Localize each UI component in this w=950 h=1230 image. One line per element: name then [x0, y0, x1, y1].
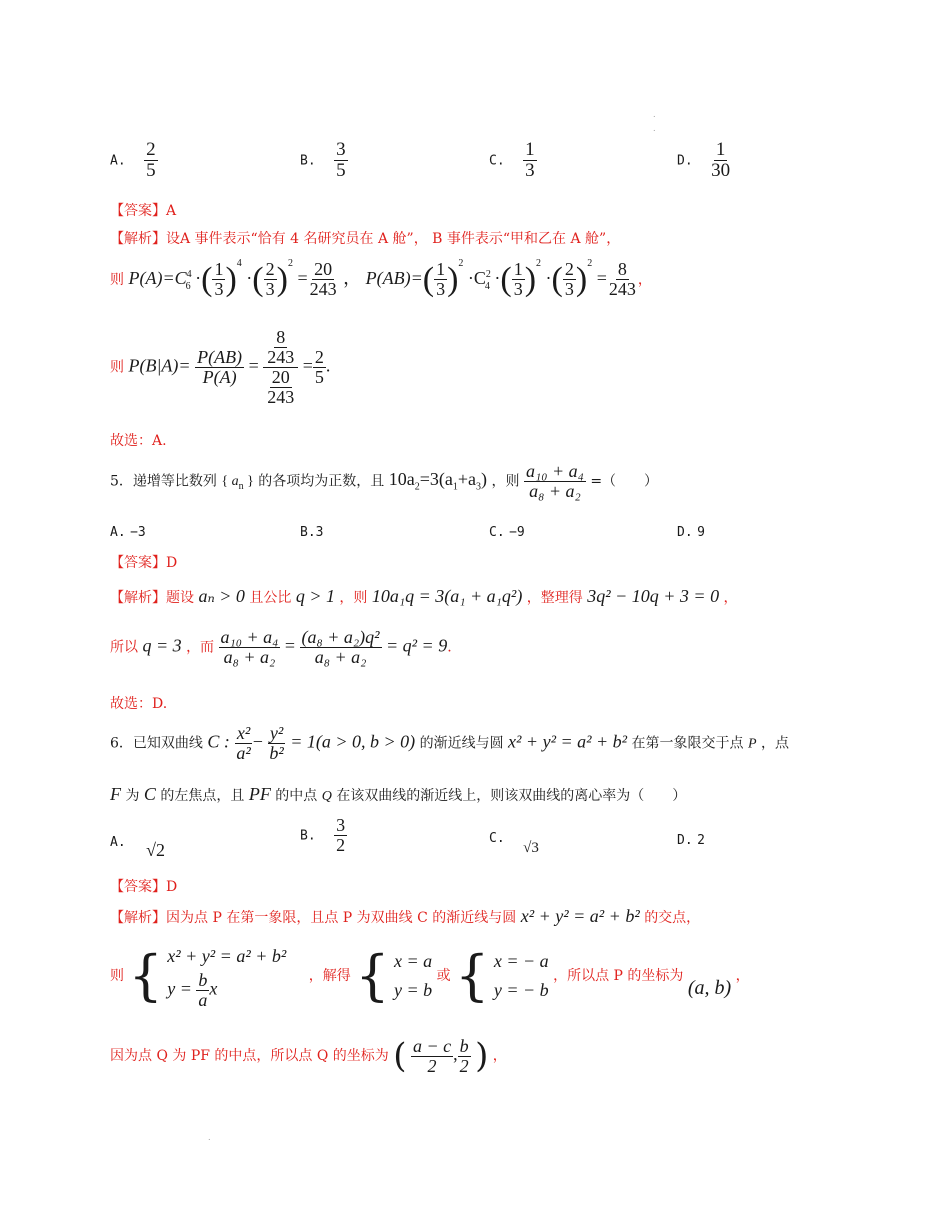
q4-formula-line2: 则 P(B|A)= $\frac{P(AB)}{P(A)}$ = $\frac{\frac{8}{243}}{\frac{20}{243}}$ = $\frac{2}{5}$ .: [110, 327, 331, 407]
scan-dot: .: [653, 110, 656, 119]
q6-answer: 【答案】D: [110, 879, 178, 895]
option-label: C.: [489, 153, 505, 169]
q4-analysis-line1: 【解析】设A 事件表示“恰有 4 名研究员在 A 舱”， B 事件表示“甲和乙在 A 舱”，: [110, 231, 621, 247]
q4-conclusion: 故选：A.: [110, 433, 167, 449]
q6-stem-line2: F 为 C 的左焦点，且 PF 的中点 Q 在该双曲线的渐近线上，则该双曲线的离心率为（ ）: [110, 784, 687, 804]
q4-formula-line1: 则 $P(A)=C^4_6$ ·( $\frac{1}{3}$ )$^4$ ·( $\frac{2}{3}$ )$^2$ = $\frac{20}{243}$ ， P(AB)=( $\frac{1}{3}$ )$^2 \cdot C^2_4$ ·( $\frac{1}{3}$ )$^2$ ·( $\frac{2}{3}$ )$^2$ = $\frac{8}{243}$ ，: [110, 258, 652, 300]
fraction: $\frac{2}{5}$: [146, 139, 156, 181]
q5-option-b: B.3: [300, 525, 324, 540]
q5-stem: 5．递增等比数列 { $a_n$ } 的各项均为正数，且 $10a_2=3(a_1+a_3)$ ，则 $\frac{\text{a₁₀ + a₄}}{\text{a₈ + a₂}}$ =（ ）: [110, 461, 659, 501]
q5-option-c: C. −9: [489, 525, 525, 540]
q4-option-b: [300, 140, 348, 181]
option-label: D.: [677, 153, 693, 169]
q6-analysis-line3: 因为点 Q 为 PF 的中点，所以点 Q 的坐标为 ( $\frac{a - c}{2}$ , $\frac{b}{2}$ ) ，: [110, 1035, 507, 1076]
q6-stem-line1: 6．已知双曲线 C : $\frac{\text{x²}}{\text{a²}}$ − $\frac{\text{y²}}{\text{b²}}$ = 1(a > 0, b > 0) 的渐近线与圆 x² + y² = a² + b² 在第一象限交于点 P ，点: [110, 723, 789, 763]
q4-option-c: [489, 140, 537, 181]
scan-dot: .: [208, 1133, 211, 1142]
fraction: $\frac{1}{3}$: [525, 139, 535, 181]
q6-analysis-system: 则 { x² + y² = a² + b² y = $\frac{b}{a}$ x ，解得 { x = a y = b 或 { x = − a y = − b ，所以点 P 的坐标为 (a, b) ，: [110, 943, 750, 1010]
q5-analysis-line2: 所以 q = 3 ，而 $\frac{\text{a₁₀ + a₄}}{\text{a₈ + a₂}}$ = $\frac{\text{(a₈ + a₂)q²}}{\text{a₈ + a₂}}$ = q² = 9.: [110, 627, 452, 667]
q5-option-a: A. −3: [110, 525, 146, 540]
q5-analysis-line1: 【解析】题设 aₙ > 0 且公比 q > 1 ，则 10a₁q = 3(a₁ + a₁q²) ，整理得 3q² − 10q + 3 = 0 ，: [110, 586, 738, 606]
q5-conclusion: 故选：D.: [110, 696, 168, 712]
scan-dot: .: [653, 124, 656, 133]
q5-answer: 【答案】D: [110, 555, 178, 571]
q6-option-d: D. 2: [677, 833, 705, 848]
option-label: B.: [300, 153, 316, 169]
q6-analysis-line1: 【解析】因为点 P 在第一象限，且点 P 为双曲线 C 的渐近线与圆 x² + y² = a² + b² 的交点，: [110, 906, 701, 926]
q6-option-a: A. √2: [110, 835, 165, 860]
q4-answer: 【答案】A: [110, 203, 177, 219]
option-label: A.: [110, 153, 126, 169]
q6-option-c: C. √3: [489, 831, 539, 856]
fraction: $\frac{3}{5}$: [336, 139, 346, 181]
fraction: $\frac{1}{30}$: [711, 139, 731, 181]
q4-option-a: [110, 140, 158, 181]
q6-option-b: B. $\frac{3}{2}$: [300, 815, 346, 855]
q5-option-d: D. 9: [677, 525, 705, 540]
q4-option-d: [677, 140, 732, 181]
